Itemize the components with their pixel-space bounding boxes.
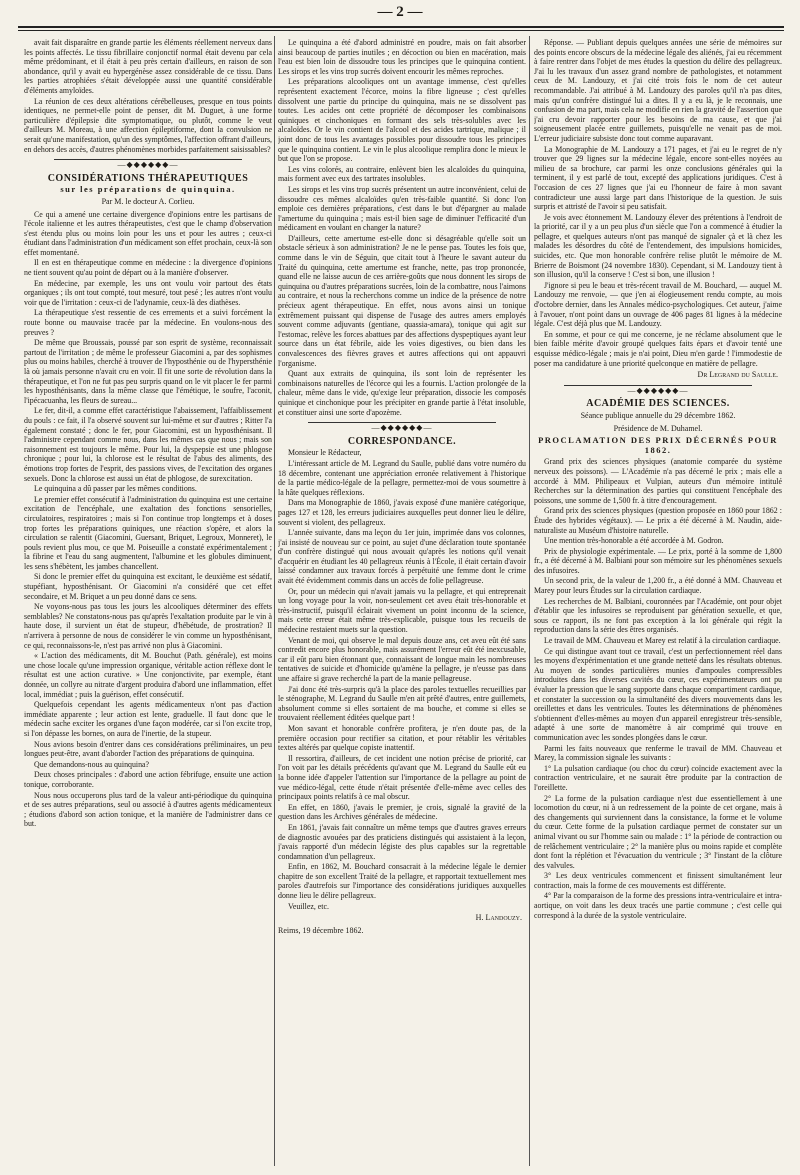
article-paragraph: Le premier effet consécutif à l'administration du quinquina est une certaine excitation de l'encéphale, une exaltation des fonctions sensorielles, circulatoires, respiratoires ; mais si l'on continue trop longtemps et à doses trop fortes les préparations quiniques, une réaction s'opère, et alors la circulation se ralentit (Giacomini, Guersant, Briquet, Legroux, Monneret), le pouls revient plus mou, ce que M. Poiseuille a constaté expérimentalement ; la fibrine et l'eau du sang augmentent, l'albumine et les globules diminuent, les sens s'hébètent, les jambes chancellent.	[24, 494, 272, 571]
academy-paragraph: Les recherches de M. Balbiani, couronnées par l'Académie, ont pour objet d'établir que les infusoires se reproduisent par génération sexuelle, et que, sous ce rapport, ils ne font pas exception à la loi générale qui régit la reproduction dans la série des êtres organisés.	[534, 596, 782, 635]
article-paragraph: Nous nous occuperons plus tard de la valeur anti-périodique du quinquina et de ses autres préparations, seul ou associé à d'autres agents médicamenteux ; étudions d'abord son action tonique, et la manière de l'administrer dans ce but.	[24, 790, 272, 829]
academy-paragraph: Grand prix des sciences physiques (question proposée en 1860 pour 1862 : Étude des hybrides végétaux). — Le prix a été décerné à M. Naudin, aide-naturaliste au Muséum d'histoire naturelle.	[534, 506, 782, 535]
prizes-heading: PROCLAMATION DES PRIX DÉCERNÉS POUR 1862.	[538, 435, 778, 455]
letter-paragraph: J'ai donc été très-surpris qu'à la place des paroles textuelles recueillies par le sténographe, M. Legrand du Saulle m'en ait prêté d'autres, entre guillemets, absolument comme si elles sortaient de ma bouche, et comme si elles se trouvaient réellement éditées quelque part !	[278, 684, 526, 723]
article-paragraph: La thérapeutique s'est ressentie de ces errements et a suivi forcément la route bonne ou mauvaise tracée par la médecine. En voulons-nous des preuves ?	[24, 308, 272, 337]
academy-paragraph: Le travail de MM. Chauveau et Marey est relatif à la circulation cardiaque.	[544, 636, 781, 646]
letter-paragraph: En effet, en 1860, j'avais le premier, je crois, signalé la gravité de la question dans les Archives générales de médecine.	[278, 802, 526, 822]
letter-paragraph: Dans ma Monographie de 1860, j'avais exposé d'une manière catégorique, pages 127 et 128, les erreurs judiciaires auxquelles peut donner lieu le délire, souvent si violent, des pellagreux.	[278, 498, 526, 527]
article-paragraph: D'ailleurs, cette amertume est-elle donc si désagréable qu'elle soit un obstacle sérieux à son administration? Je ne le pense pas. Toutes les fois que, comme dans le vin de Séguin, que citait tout à l'heure le savant auteur du Traité du quinquina, cette amertume est franche, nette, pas trop prononcée, quand elle ne laisse aucun de ces arrière-goûts que nous donnent les sirops de quinquina ou d'autres préparations sucrées, loin de la combattre, nous l'aimons au contraire, et nous la recherchons comme un indice de la présence de notre précieux agent thérapeutique. En effet, nous avons ainsi un tonique extrêmement puissant qui dispense de l'usage des autres amers employés souvent comme adjuvants (gentiane, quassia-amara), tonique qui agit sur l'estomac, relève les forces abattues par des affections dyspeptiques ayant leur source dans un état fébrile, aide les voies digestives, ou bien dans les convalescences des fièvres graves et autres affections qui ont appauvri l'organisme.	[278, 233, 526, 368]
article-paragraph: Les préparations alcooliques ont un avantage immense, c'est qu'elles représentent exactement l'écorce, moins la fibre ligneuse ; c'est qu'elles dissolvent une partie du principe du quinquina, mais ne se dissolvent pas toutes. Les acides ont cette propriété de décomposer les combinaisons quiniques et cinchoniques en formant des sels très-solubles avec les alcaloïdes. Or le vin contient de l'alcool et des acides tartrique, malique ; il joint donc de tous les avantages possibles pour dissoudre tous les principes que le quinquina contient. Le vin le plus alcoolique remplira donc le mieux le but que l'on se propose.	[278, 77, 526, 164]
letter-paragraph: Mon savant et honorable confrère profitera, je n'en doute pas, de la première occasion pour rectifier sa citation, et pour rétablir les véritables textes altérés par quelque copiste inattentif.	[278, 723, 526, 753]
article-paragraph: Le quinquina a dû passer par les mêmes conditions.	[34, 484, 197, 494]
article-paragraph: En médecine, par exemple, les uns ont voulu voir partout des états organiques ; ils ont tout compté, tout mesuré, tout pesé ; les autres n'ont voulu voir que de l'irritation : ceux-ci de l'adynamie, ceux-là des diathèses.	[24, 278, 272, 307]
ornament-divider: —◆◆◆◆◆◆—	[371, 423, 433, 433]
middle-column	[278, 38, 526, 1166]
reply-paragraph: Réponse. — Publiant depuis quelques années une série de mémoires sur des points encore obscurs de la médecine légale des aliénés, j'ai eu récemment à faire rentrer dans l'objet de mes études la question du délire des pellagreux. J'ai lu les travaux d'un assez grand nombre de pathologistes, et notamment ceux de M. Landouzy, et j'ai cité trois fois le nom de cet auteur recommandable. J'ai attribué à M. Landouzy des paroles qu'il n'a pas dites, mais qu'un confrère distingué lui a dites. Il y a eu là, je le reconnais, une confusion de ma part, mais cela ne modifie en rien la gravité de l'assertion que j'ai cru devoir rapporter pour les besoins de ma cause, et que j'ai soigneusement placée entre guillemets, puisqu'elle ne venait pas de moi. L'erreur judiciaire subsiste donc tout comme auparavant.	[534, 38, 782, 143]
reply-paragraph: En somme, et pour ce qui me concerne, je ne réclame absolument que le bien faible mérite d'avoir groupé quelques faits épars et d'avoir tenté une esquisse médico-légale ; mais je n'ai point, Dieu m'en garde ! l'immodestie de poser ma candidature à une priorité quelconque en matière de pellagre.	[534, 329, 782, 368]
column-divider-2	[529, 36, 530, 1166]
reply-signature: Dr Legrand du Saulle.	[697, 370, 778, 380]
academy-paragraph: Prix de physiologie expérimentale. — Le prix, porté à la somme de 1,800 fr., a été décerné à M. Balbiani pour son mémoire sur les phénomènes sexuels des infusoires.	[534, 546, 782, 575]
letter-dateline: Reims, 19 décembre 1862.	[278, 925, 364, 935]
academy-paragraph: Un second prix, de la valeur de 1,200 fr., a été donné à MM. Chauveau et Marey pour leurs Études sur la circulation cardiaque.	[534, 576, 782, 596]
letter-paragraph: Il ressortira, d'ailleurs, de cet incident une notion précise de priorité, car l'on voit par les détails précédents qu'avant que M. Legrand du Saulle eût eu la bonne idée d'appeler l'attention sur l'importance de la pellagre au point de vue médico-légal, cette étude n'était présentée d'elle-même avec celles des principaux points relatifs à ce mal obscur.	[278, 753, 526, 802]
academy-paragraph: 4° Par la comparaison de la forme des pressions intra-ventriculaire et intra-aortique, on voit dans les deux tracés une partie commune ; c'est celle qui correspond à la durée de la systole ventriculaire.	[534, 891, 782, 920]
reply-paragraph: Je vois avec étonnement M. Landouzy élever des prétentions à l'endroit de la priorité, car il y a un peu plus d'un siècle que l'on a commencé à étudier la pellagre, et quelques auteurs n'ont pas manqué de signaler çà et là chez les malades les désordres du côté de l'entendement, des impulsions homicides, suicides, etc. Que mon honorable confrère relise plutôt le mémoire de M. Brierre de Boismont (24 novembre 1830). Cependant, si M. Landouzy tient à son illusion, qu'il la conserve ! C'est si bon, une illusion !	[534, 212, 782, 280]
academy-paragraph: Grand prix des sciences physiques (anatomie comparée du système nerveux des poissons). — L'Académie n'a pas décerné le prix ; mais elle a accordé à MM. Philipeaux et Vulpian, auteurs d'un mémoire intitulé Recherches sur la détermination des parties qui constituent l'encéphale des poissons, une somme de 1,500 fr. à titre d'encouragement.	[534, 457, 782, 505]
letter-paragraph: L'intéressant article de M. Legrand du Saulle, publié dans votre numéro du 18 décembre, contenant une appréciation erronée relativement à l'historique de la partie médico-légale de la pellagre, permettez-moi de vous soumettre à la hâte quelques réflexions.	[278, 458, 526, 497]
ornament-divider: —◆◆◆◆◆◆—	[627, 385, 689, 395]
article-paragraph: Ce qui a amené une certaine divergence d'opinions entre les partisans de l'école italienne et les autres thérapeutistes, c'est que le champ d'observation s'est étendu plus ou moins loin pour les uns et pour les autres ; ceux-ci étudiant dans l'administration d'un médicament son effet prochain, ceux-là son effet momentané.	[24, 209, 272, 257]
ornament-divider: —◆◆◆◆◆◆—	[117, 160, 179, 170]
letter-salutation: Monsieur le Rédacteur,	[288, 448, 362, 458]
academy-paragraph: 3° Les deux ventricules commencent et finissent simultanément leur contraction, mais la forme de ces mouvements est différente.	[534, 871, 782, 890]
author-byline: Par M. le docteur A. Corlieu.	[101, 196, 195, 206]
section-subtitle: sur les préparations de quinquina.	[60, 184, 236, 195]
article-paragraph: Deux choses principales : d'abord une action fébrifuge, ensuite une action tonique, corroborante.	[24, 770, 272, 789]
academy-president: Présidence de M. Duhamel.	[613, 423, 703, 433]
header-rule	[18, 26, 784, 28]
column-divider-1	[274, 36, 275, 1166]
left-column	[24, 38, 272, 1166]
academy-session: Séance publique annuelle du 29 décembre 1862.	[580, 410, 736, 420]
article-paragraph: « L'action des médicaments, dit M. Bouchut (Path. générale), est moins une chose locale qu'une impression organique, véritable action réflexe dont le résultat est une action curative. » Une conjonctivite, par exemple, étant donnée, un collyre au nitrate d'argent produira d'abord une inflammation, effet local, immédiat ; puis la guérison, effet consécutif.	[24, 651, 272, 699]
letter-paragraph: L'année suivante, dans ma leçon du 1er juin, imprimée dans vos colonnes, j'ai insisté de nouveau sur ce point, au sujet d'une déclaration toute spontanée d'un confrère distingué qui nous avouait qu'après les notions qu'il venait d'acquérir en étudiant les 40 pellagreux réunis à l'École, il était certain d'avoir laissé condamner aux travaux forcés à perpétuité une femme dont le crime avait été évidemment commis dans un accès de folie pellagreuse.	[278, 528, 526, 586]
article-paragraph: De même que Broussais, poussé par son esprit de système, reconnaissait partout de l'irritation ; de même le professeur Giacomini a, par des sophismes plus ou moins habiles, cherché à trouver de l'hyposthénie ou de l'hypersthénie là où jamais personne n'avait cru en voir. Il fit une sorte de révolution dans la thérapeutique, et l'on ne fut pas peu surpris quand on le vit placer le fer parmi les hyposthénisants, dans la même classe que l'émétique, le soufre, l'aconit, l'ipécacuanha, les fleurs de sureau...	[24, 338, 272, 405]
correspondence-title: CORRESPONDANCE.	[347, 435, 457, 447]
academy-paragraph: Ce qui distingue avant tout ce travail, c'est un perfectionnement réel dans les moyens d'expérimentation et une grande netteté dans les résultats obtenus. Au moyen de sondes particulières munies d'ampoules compressibles introduites dans les diverses cavités du cœur, ces expérimentateurs ont pu évaluer la pression que le sang supporte dans chaque compartiment cardiaque, et constater la succession ou la simultanéité des divers mouvements dans les oreillettes et dans les ventricules. Toutes les déterminations de phénomènes s'obtiennent d'elles-mêmes au moyen d'un appareil enregistreur très-sensible, adapté à une sorte de manomètre à air comprimé qui trouve en communication avec les sondes plongées dans le cœur.	[534, 646, 782, 742]
article-paragraph: Si donc le premier effet du quinquina est excitant, le deuxième est sédatif, stupéfiant, hyposthénisant. Or Giacomini n'a considéré que cet effet secondaire, et M. Briquet a un peu donné dans ce sens.	[24, 572, 272, 601]
letter-paragraph: Venant de moi, qui observe le mal depuis douze ans, cet aveu eût été sans contredit encore plus honorable, mais assurément l'erreur eût été inexcusable, car il eût paru bien étonnant que, connaissant de longue main les nombreuses tentatives de suicide et d'homicide qu'amène la pellagre, je n'eusse pas dans une affaire si grave recherché la part de la manie pellagreuse.	[278, 635, 526, 683]
academy-paragraph: 2° La forme de la pulsation cardiaque n'est due essentiellement à une locomotion du cœur, ni à un redressement de la pointe de cet organe, mais à des changements qui surviennent dans la consistance, la forme et le volume du cœur. Cette forme de la pulsation cardiaque permet de constater sur un animal vivant ou sur l'homme sain ou malade : 1° la période de contraction ou de relâchement ventriculaire ; 2° la manière plus ou moins rapide et complète dont font la réplétion et l'évacuation du ventricule ; 3° l'instant de la clôture des valvules.	[534, 793, 782, 870]
article-paragraph: Le quinquina a été d'abord administré en poudre, mais on fait absorber ainsi beaucoup de parties inutiles ; en décoction ou bien en macération, mais l'eau est bien loin de dissoudre tous les principes que le quinquina contient. Les sirops et les vins trop sucrés doivent encourir les mêmes reproches.	[278, 38, 526, 76]
academy-paragraph: Une mention très-honorable a été accordée à M. Godron.	[544, 536, 724, 546]
article-paragraph: Que demandons-nous au quinquina?	[34, 759, 150, 769]
page-number: — 2 —	[377, 4, 423, 20]
letter-signature: H. Landouzy.	[475, 913, 522, 923]
article-paragraph: La réunion de ces deux altérations cérébelleuses, presque en tous points identiques, ne permet-elle point de penser, dit M. Duguet, à une forme particulière d'épilepsie dite symptomatique, ou plutôt, comme le veut d'ailleurs M. Moreau, à une affection épileptiforme, dont la convulsion ne serait qu'une manifestation, qu'un des symptômes, l'affection offrant d'ailleurs, en dehors des accès, d'autres phénomènes morbides parfaitement saisissables?	[24, 96, 272, 154]
letter-paragraph: Veuillez, etc.	[288, 901, 329, 911]
reply-paragraph: J'ignore si peu le beau et très-récent travail de M. Bouchard, — auquel M. Landouzy me renvoie, — que j'en ai élogieusement rendu compte, au mois d'octobre dernier, dans les Annales médico-psychologiques. Cet auteur, j'aime à l'avouer, n'ont point dans un ouvrage de 406 pages 81 lignes à la médecine légale. C'est déjà plus que M. Landouzy.	[534, 280, 782, 329]
academy-paragraph: 1° La pulsation cardiaque (ou choc du cœur) coïncide exactement avec la contraction ventriculaire, et ne saurait être produite par la contraction de l'oreillette.	[534, 763, 782, 792]
article-paragraph: Les vins colorés, au contraire, enlèvent bien les alcaloïdes du quinquina, mais forment avec eux des tartrates insolubles.	[278, 164, 526, 184]
article-paragraph: Ne voyons-nous pas tous les jours les alcooliques déterminer des effets semblables? Ne constatons-nous pas qu'après l'exaltation produite par le vin à haute dose, il survient un état de stupeur, d'hébétude, de prostration? Il n'arrivera à personne de nous de considérer le vin comme un hyposthénisant, ce qui, reconnaissons-le, n'est pas arrivé non plus à Giacomini.	[24, 602, 272, 650]
letter-paragraph: En 1861, j'avais fait connaître un même temps que d'autres graves erreurs de diagnostic avouées par des praticiens distingués qui assistaient à la leçon, j'avais rapporté d'un médecin légiste des plus capables sur la regrettable condamnation d'un pellagreux.	[278, 822, 526, 861]
article-paragraph: Quant aux extraits de quinquina, ils sont loin de représenter les combinaisons naturelles de l'écorce qui les a fournis. L'action prolongée de la chaleur, même dans le vide, qu'exige leur préparation, dissocie les composés quinique et cinchonique pour les précipiter en grande partie à l'état insoluble, et constituer ainsi une sorte d'apozème.	[278, 369, 526, 417]
letter-paragraph: Or, pour un médecin qui n'avait jamais vu la pellagre, et qui entreprenait un long voyage pour la voir, non-seulement cet aveu était très-honorable et très-instructif, puisqu'il éclairait vivement un point inconnu de la science, mais cette erreur était même très-explicable, puisque tous les recueils de médecine restaient muets sur la question.	[278, 586, 526, 635]
right-column	[534, 38, 782, 1166]
academy-paragraph: Parmi les faits nouveaux que renferme le travail de MM. Chauveau et Marey, la commission signale les suivants :	[534, 743, 782, 763]
article-paragraph: Le fer, dit-il, a comme effet caractéristique l'abaissement, l'affaiblissement du pouls : ce fait, il l'a observé souvent sur lui-même et sur d'autres ; Ritter l'a également constaté ; donc le fer, pour Giacomini, est un hyposthénisant. Il l'administre cependant comme nous, dans les mêmes cas que nous ; mais son raisonnement est toujours le même. Pour lui, la dyspepsie est une phlogose chronique ; pour lui, la chlorose est le résultat de l'abus des aliments, des émotions trop fortes de l'esprit, des passions vives, de l'excitation des organes sexuels. Donc la chlorose est aussi un état de phlogose, de surexcitation.	[24, 406, 272, 483]
article-paragraph: Quelquefois cependant les agents médicamenteux n'ont pas d'action immédiate apparente ; leur action est lente, graduelle. Il faut donc que le médecin sache exciter les organes d'une façon modérée, car si l'on excite trop, si l'on dépasse les bornes, on aura de l'inertie, de la stupeur.	[24, 700, 272, 738]
header-rule-thin	[18, 30, 784, 31]
article-paragraph: Les sirops et les vins trop sucrés présentent un autre inconvénient, celui de dissoudre ces mêmes alcaloïdes qu'en très-faible quantité. Si donc l'on emploie ces dernières préparations, c'est dans le but d'épargner au malade l'amertume du quinquina ; mais est-il bien sage de diminuer l'efficacité d'un médicament en voulant en changer la nature?	[278, 184, 526, 233]
academy-title: ACADÉMIE DES SCIENCES.	[586, 398, 730, 410]
letter-paragraph: Enfin, en 1862, M. Bouchard consacrait à la médecine légale le dernier chapitre de son excellent Traité de la pellagre, et rapportait textuellement mes paroles d'autrefois sur l'importance des considérations juridiques auxquelles donne lieu le délire pellagreux.	[278, 862, 526, 901]
article-paragraph: Il en est en thérapeutique comme en médecine : la divergence d'opinions ne tient souvent qu'au point de départ ou à la manière d'observer.	[24, 258, 272, 278]
article-paragraph: avait fait disparaître en grande partie les éléments réellement nerveux dans les points affectés. Le tissu fibrillaire conjonctif normal était devenu par cela même prédominant, et il était à peu près certain d'ailleurs, en raison de son abondance, qu'il y avait eu hypergénèse assez considérable de ce tissu. Dans les parties atrophiées s'était développée aussi une quantité considérable d'éléments amyloïdes.	[24, 38, 272, 95]
section-title: CONSIDÉRATIONS THÉRAPEUTIQUES	[47, 172, 249, 184]
reply-paragraph: La Monographie de M. Landouzy a 171 pages, et j'ai eu le regret de n'y trouver que 29 lignes sur la médecine légale, encore sont-elles noyées au milieu de sa brochure, car parmi les onze conclusions générales qui la terminent, il y est parlé de tout, excepté des applications juridiques. C'est à l'occasion de ces 27 lignes que j'ai eu l'honneur de faire à mon savant contradicteur une aussi large part dans l'historique de la question. Je suis surpris et attristé de l'avoir si peu satisfait.	[534, 144, 782, 212]
article-paragraph: Nous avions besoin d'entrer dans ces considérations préliminaires, un peu longues peut-être, avant d'aborder l'action des préparations de quinquina.	[24, 739, 272, 759]
